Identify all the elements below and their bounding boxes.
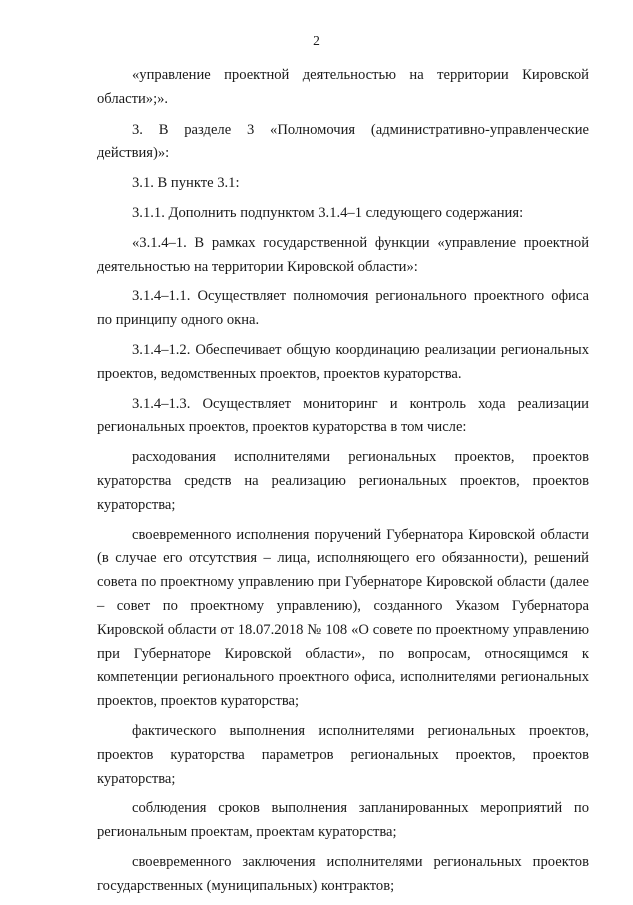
paragraph-item-3-1: 3.1. В пункте 3.1:: [132, 175, 240, 192]
paragraph-parameters: фактического выполнения исполнителями региональных проектов, проектов кураторства параметров региональных проектов, проектов кураторства;: [97, 722, 589, 787]
paragraph-item-3-1-4-1-2: 3.1.4–1.2. Обеспечивает общую координацию реализации региональных проектов, ведомственных проектов, проектов кураторства.: [97, 341, 589, 382]
document-body: [97, 64, 589, 899]
paragraph-item-3-1-4-1-1: 3.1.4–1.1. Осуществляет полномочия регионального проектного офиса по принципу одного окна.: [97, 288, 589, 329]
paragraph-spending: расходования исполнителями региональных проектов, проектов кураторства средств на реализацию региональных проектов, проектов кураторства;: [97, 449, 589, 513]
paragraph-instructions: своевременного исполнения поручений Губернатора Кировской области (в случае его отсутствия – лица, исполняющего его обязанности), решений совета по проектному управлению при Губернаторе Кировской области (далее – совет по проектному управлению), созданного Указом Губернатора Кировской области от 18.07.2018 № 108 «О совете по проектному управлению при Губернаторе Кировской области», по вопросам, относящимся к компетенции регионального проектного офиса, исполнителями региональных проектов, проектов кураторства;: [97, 526, 589, 710]
paragraph-section-3: 3. В разделе 3 «Полномочия (административно-управленческие действия)»:: [97, 121, 589, 162]
paragraph-item-3-1-4-1: «3.1.4–1. В рамках государственной функции «управление проектной деятельностью на территории Кировской области»:: [97, 234, 589, 275]
paragraph-quote-end: «управление проектной деятельностью на территории Кировской области»;».: [97, 67, 589, 107]
paragraph-item-3-1-1: 3.1.1. Дополнить подпунктом 3.1.4–1 следующего содержания:: [132, 204, 524, 221]
paragraph-deadlines: соблюдения сроков выполнения запланированных мероприятий по региональным проектам, проектам кураторства;: [97, 800, 589, 841]
paragraph-contracts: своевременного заключения исполнителями региональных проектов государственных (муниципальных) контрактов;: [97, 853, 589, 894]
paragraph-item-3-1-4-1-3: 3.1.4–1.3. Осуществляет мониторинг и контроль хода реализации региональных проектов, проектов кураторства в том числе:: [97, 395, 589, 436]
page-number: 2: [313, 33, 320, 48]
